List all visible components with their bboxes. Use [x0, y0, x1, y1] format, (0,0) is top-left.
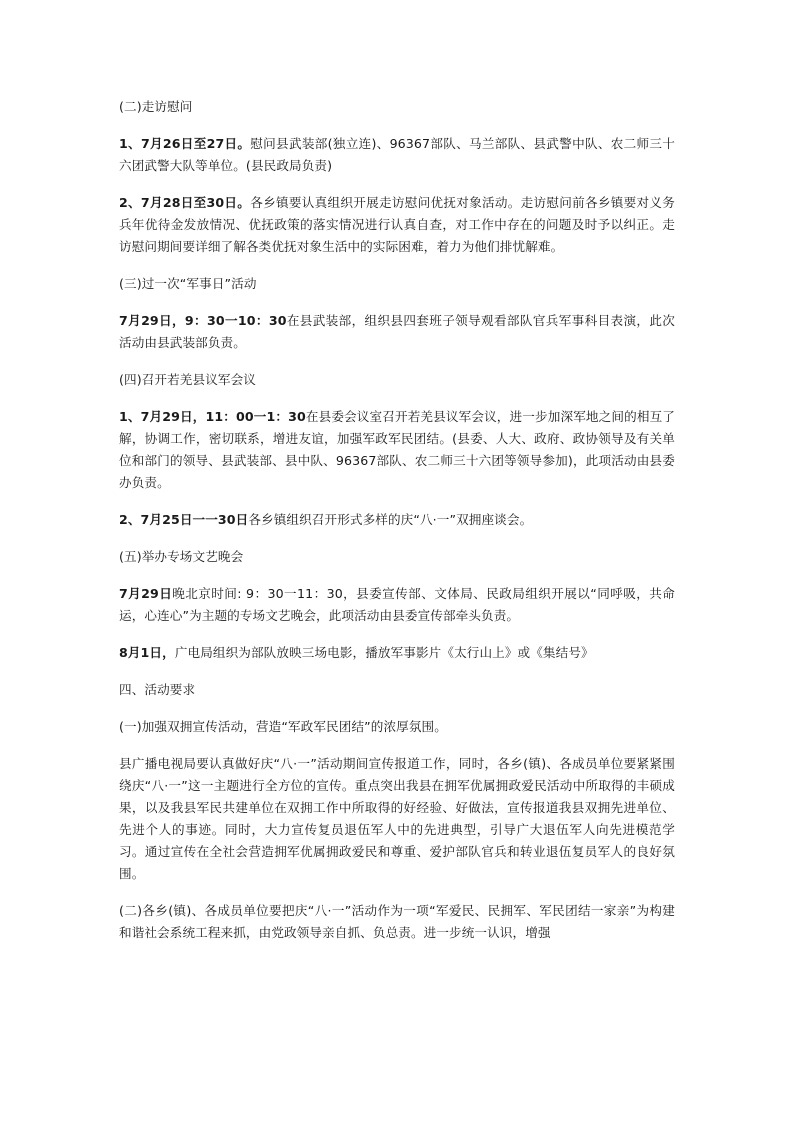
section-heading-visits: (二)走访慰问	[119, 99, 193, 114]
paragraph-visit-1: 1、7月26日至27日。慰问县武装部(独立连)、96367部队、马兰部队、县武警中队、农二师三十六团武警大队等单位。(县民政局负责)	[119, 136, 675, 173]
subheading-publicity: (一)加强双拥宣传活动，营造“军政军民团结”的浓厚氛围。	[119, 719, 447, 734]
paragraph-movies: 8月1日，广电局组织为部队放映三场电影，播放军事影片《太行山上》或《集结号》	[119, 645, 594, 660]
paragraph-meeting-1: 1、7月29日，11：00一1：30在县委会议室召开若羌县议军会议，进一步加深军地之间的相互了解，协调工作，密切联系，增进友谊，加强军政军民团结。(县委、人大、政府、政协领导及有关单位和部门的领导、县武装部、县中队、96367部队、农二师三十六团等领导参加)，此项活动由县委办负责。	[119, 409, 675, 490]
section-heading-military-meeting: (四)召开若羌县议军会议	[119, 372, 256, 387]
paragraph-military-day: 7月29日，9：30一10：30在县武装部，组织县四套班子领导观看部队官兵军事科目表演，此次活动由县武装部负责。	[119, 313, 675, 350]
date-lead: 7月29日	[119, 586, 173, 601]
date-lead: 7月29日，9：30一10：30	[119, 313, 287, 328]
date-lead: 1、7月26日至27日。	[119, 136, 251, 151]
section-heading-military-day: (三)过一次“军事日”活动	[119, 276, 257, 291]
paragraph-leadership: (二)各乡(镇)、各成员单位要把庆“八·一”活动作为一项“军爱民、民拥军、军民团结一家亲”为构建和谐社会系统工程来抓，由党政领导亲自抓、负总责。进一步统一认识，增强	[119, 903, 675, 940]
section-heading-gala: (五)举办专场文艺晚会	[119, 549, 244, 564]
date-lead: 2、7月25日一一30日	[119, 512, 249, 527]
paragraph-visit-2: 2、7月28日至30日。各乡镇要认真组织开展走访慰问优抚对象活动。走访慰问前各乡镇要对义务兵年优待金发放情况、优抚政策的落实情况进行认真自查，对工作中存在的问题及时予以纠正。走访慰问期间要详细了解各类优抚对象生活中的实际困难，着力为他们排忧解难。	[119, 195, 675, 254]
section-heading-requirements: 四、活动要求	[119, 682, 196, 697]
date-lead: 8月1日，	[119, 645, 175, 660]
paragraph-publicity: 县广播电视局要认真做好庆“八·一”活动期间宣传报道工作，同时，各乡(镇)、各成员单位要紧紧围绕庆“八·一”这一主题进行全方位的宣传。重点突出我县在拥军优属拥政爱民活动中所取得的丰硕成果，以及我县军民共建单位在双拥工作中所取得的好经验、好做法，宣传报道我县双拥先进单位、先进个人的事迹。同时，大力宣传复员退伍军人中的先进典型，引导广大退伍军人向先进模范学习。通过宣传在全社会营造拥军优属拥政爱民和尊重、爱护部队官兵和转业退伍复员军人的良好氛围。	[119, 756, 675, 881]
paragraph-gala: 7月29日晚北京时间: 9：30一11：30，县委宣传部、文体局、民政局组织开展以“同呼吸，共命运，心连心”为主题的专场文艺晚会，此项活动由县委宣传部牵头负责。	[119, 586, 675, 623]
date-lead: 2、7月28日至30日。	[119, 195, 251, 210]
paragraph-meeting-2: 2、7月25日一一30日各乡镇组织召开形式多样的庆“八·一”双拥座谈会。	[119, 512, 533, 527]
date-lead: 1、7月29日，11：00一1：30	[119, 409, 306, 424]
document-body	[119, 96, 675, 944]
